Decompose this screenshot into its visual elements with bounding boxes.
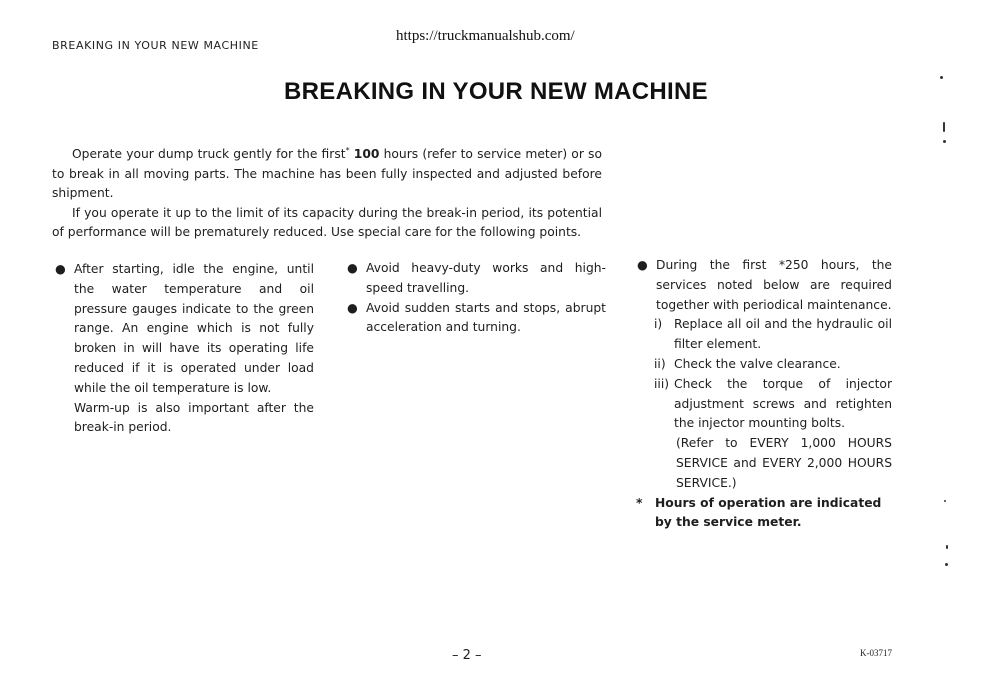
hours-value: 100	[353, 147, 380, 162]
list-item	[344, 259, 606, 299]
bullet-icon: ●	[347, 261, 358, 275]
refer-note: (Refer to EVERY 1,000 HOURS SERVICE and EVERY 2,000 HOURS SERVICE.)	[676, 436, 892, 490]
bullet-text: After starting, idle the engine, until the water temperature and oil pressure gauges indicate to the green range. An engine which is not fully broken in will have its operating life reduced if it is operated under load while the oil temperature is low.	[74, 262, 314, 395]
scan-speck	[945, 563, 948, 566]
asterisk-mark: *	[345, 146, 350, 155]
service-item	[634, 375, 892, 434]
service-item-number: i)	[654, 317, 663, 332]
scan-speck	[944, 500, 946, 502]
document-code: K-03717	[860, 648, 892, 658]
bullet-column-1	[52, 260, 314, 438]
scan-speck	[946, 545, 948, 549]
bullet-icon: ●	[347, 300, 358, 315]
bullet-text: Avoid sudden starts and stops, abrupt acceleration and turning.	[366, 300, 606, 335]
service-item-number: iii)	[654, 376, 670, 391]
source-url: https://truckmanualshub.com/	[396, 28, 575, 44]
bullet-column-2	[344, 259, 606, 338]
intro-text	[52, 141, 602, 243]
bullet-icon: ●	[637, 258, 648, 272]
service-item-text: Check the valve clearance.	[674, 356, 841, 371]
bullet-text: During the first *250 hours, the services noted below are required together with periodical maintenance.	[656, 258, 892, 312]
footnote-text: Hours of operation are indicated by the service meter.	[655, 495, 882, 530]
bullet-icon: ●	[55, 262, 66, 276]
page-title: BREAKING IN YOUR NEW MACHINE	[284, 78, 708, 105]
service-item	[634, 315, 892, 355]
intro-paragraph-2: If you operate it up to the limit of its capacity during the break-in period, its potential of performance will be prematurely reduced. Use special care for the following points.	[52, 205, 602, 240]
bullet-text-warmup: Warm-up is also important after the break-in period.	[74, 400, 314, 435]
scan-speck	[943, 140, 946, 143]
scan-speck	[940, 76, 943, 79]
intro-paragraph-1	[52, 141, 602, 204]
bullet-text: Avoid heavy-duty works and high-speed travelling.	[366, 261, 606, 295]
service-item	[634, 355, 892, 375]
scan-speck	[943, 122, 945, 132]
intro-p1-end: hours (refer to service meter) or so to break in all moving parts. The machine has been fully inspected and adjusted before shipment.	[52, 147, 602, 201]
list-item	[634, 256, 892, 315]
service-item-text: Replace all oil and the hydraulic oil filter element.	[674, 317, 892, 352]
list-item	[52, 260, 314, 438]
service-item-number: ii)	[654, 356, 666, 371]
asterisk-icon: *	[636, 495, 643, 510]
bullet-column-3	[634, 256, 892, 533]
running-head: BREAKING IN YOUR NEW MACHINE	[52, 39, 259, 52]
intro-p1-start: Operate your dump truck gently for the first	[72, 147, 346, 162]
service-item-text: Check the torque of injector adjustment screws and retighten the injector mounting bolts.	[674, 376, 892, 431]
footnote	[634, 494, 892, 534]
page-number: – 2 –	[452, 648, 482, 663]
list-item	[344, 299, 606, 339]
